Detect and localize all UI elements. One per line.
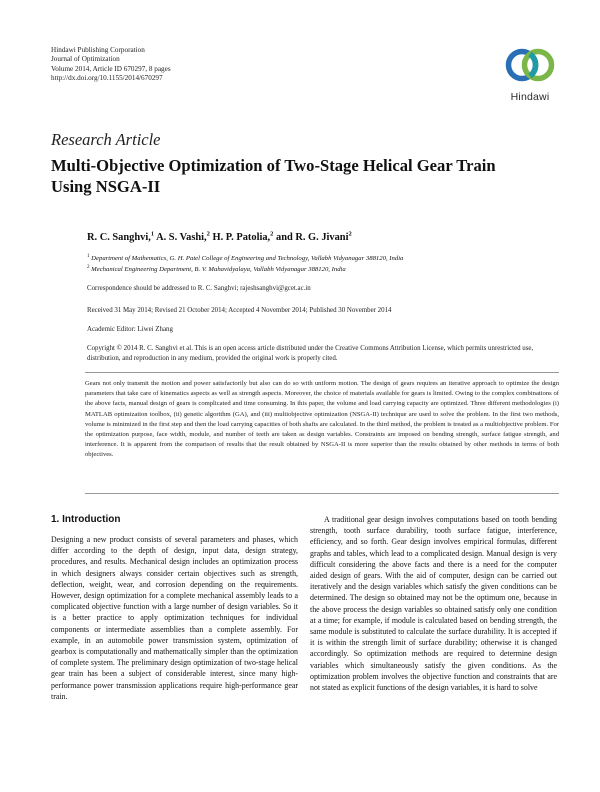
- affiliation-2: [87, 266, 557, 273]
- affiliation-1: [87, 255, 557, 262]
- publisher-name: Hindawi Publishing Corporation: [51, 46, 145, 54]
- body-column-right: [310, 514, 557, 693]
- section-heading: 1. Introduction: [51, 514, 121, 525]
- logo-wordmark: Hindawi: [510, 91, 550, 103]
- hindawi-logo-icon: [500, 44, 560, 90]
- publication-dates: Received 31 May 2014; Revised 21 October 2014; Accepted 4 November 2014; Published 30 November 2014: [87, 307, 392, 314]
- body-paragraph: Designing a new product consists of several parameters and phases, which differ according to the depth of design, input data, design strategy, procedures, and results. Mechanical design includes an optimization process in which designers always consider certain objectives such as strength, deflection, weight, wear, and corrosion depending on the requirements. However, design optimization for a complete mechanical assembly leads to a complicated objective function with a large number of design variables. So it is a better practice to apply optimization techniques for individual components or intermediate assemblies than a complete assembly. For example, in an automobile power transmission system, optimization of gearbox is computationally and mathematically simpler than the optimization of complete system. The preliminary design optimization of two-stage helical gear train has been a subject of considerable interest, since many high-performance power transmission applications require high-performance gear train.: [51, 535, 298, 701]
- author-list: [87, 232, 352, 243]
- author-affil-mark: 2: [206, 230, 210, 238]
- body-paragraph: A traditional gear design involves computations based on tooth bending strength, tooth surface durability, tooth surface fatigue, interference, efficiency, and so forth. Gear design involves empirical formulas, different graphs and tables, which lead to a complicated design. Manual design is very difficult considering the above facts and there is a need for the computer aided design of gears. With the aid of computer, design can be carried out iteratively and the design variables which satisfy the given conditions can be determined. The design so obtained may not be the optimum one, because in the above process the design variables so obtained satisfy only one condition at a time; for example, if module is calculated based on bending strength, the same module is substituted to calculate the surface durability. It is accepted if it is within the strength limit of surface durability; otherwise it is changed accordingly. So optimization methods are required to determine design variables which simultaneously satisfy the given conditions. As the optimization problem involves the objective function and constraints that are not stated as explicit functions of the design variables, it is hard to solve: [310, 515, 557, 693]
- journal-header: [51, 46, 351, 84]
- author-affil-mark: 2: [270, 230, 274, 238]
- author-name: A. S. Vashi,: [156, 232, 207, 243]
- correspondence: Correspondence should be addressed to R. C. Sanghvi; rajeshsanghvi@gcet.ac.in: [87, 285, 311, 292]
- doi-link[interactable]: http://dx.doi.org/10.1155/2014/670297: [51, 74, 163, 83]
- abstract-section: [85, 372, 559, 494]
- volume-info: Volume 2014, Article ID 670297, 8 pages: [51, 64, 171, 73]
- author-name: and R. G. Jivani: [276, 232, 349, 243]
- hindawi-logo[interactable]: [500, 44, 560, 110]
- affiliation-text: Department of Mathematics, G. H. Patel College of Engineering and Technology, Vallabh Vidyanagar 388120, India: [91, 255, 404, 262]
- academic-editor: Academic Editor: Liwei Zhang: [87, 326, 173, 333]
- affiliation-text: Mechanical Engineering Department, B. V. Mahavidyalaya, Vallabh Vidyanagar 388120, India: [91, 266, 346, 273]
- author-affil-mark: 2: [348, 230, 352, 238]
- article-title: Multi-Objective Optimization of Two-Stage Helical Gear Train Using NSGA-II: [51, 156, 496, 196]
- affiliation-mark: 1: [87, 253, 90, 259]
- author-name: H. P. Patolia,: [212, 232, 271, 243]
- journal-name: Journal of Optimization: [51, 55, 120, 64]
- body-column-left: [51, 514, 298, 702]
- article-type: Research Article: [51, 130, 161, 149]
- copyright-notice: Copyright © 2014 R. C. Sanghvi et al. This is an open access article distributed under the Creative Commons Attribution License, which permits unrestricted use, distribution, and reproduction in any medium, provided the original work is properly cited.: [87, 345, 534, 363]
- affiliation-mark: 2: [87, 264, 90, 270]
- abstract-text: Gears not only transmit the motion and power satisfactorily but also can do so with uniform motion. The design of gears requires an iterative approach to optimize the design parameters that take care of kinematics aspects as well as strength aspects. Moreover, the choice of materials available for gears is limited. Owing to the complex combinations of the above facts, manual design of gears is complicated and time consuming. In this paper, the volume and load carrying capacity are optimized. Three different methodologies (i) MATLAB optimization toolbox, (ii) genetic algorithm (GA), and (iii) multiobjective optimization (NSGA-II) technique are used to solve the problem. In the first two methods, volume is minimized in the first step and then the load carrying capacities of both shafts are calculated. In the third method, the problem is treated as a multiobjective problem. For the optimization purpose, face width, module, and number of teeth are taken as design variables. Constraints are imposed on bending strength, surface fatigue strength, and interference. It is apparent from the comparison of results that the result obtained by NSGA-II is more superior than the results obtained by other methods in terms of both objectives.: [85, 380, 559, 459]
- author-affil-mark: 1: [150, 230, 155, 238]
- author-name: R. C. Sanghvi,: [87, 232, 151, 243]
